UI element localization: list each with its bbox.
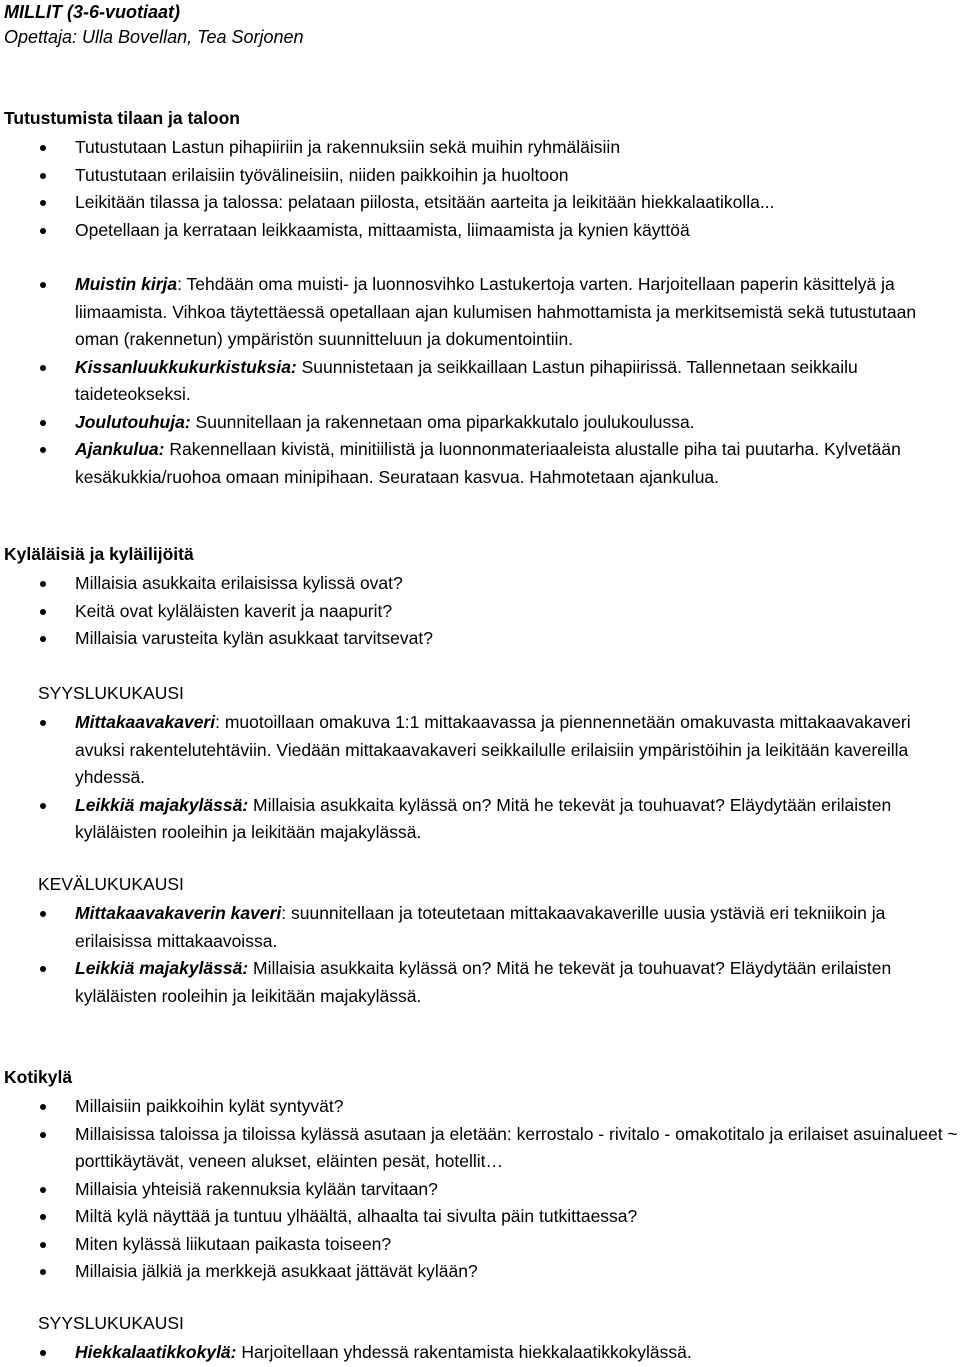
bullet-icon	[40, 447, 46, 453]
bullet-icon	[40, 609, 46, 615]
section-spring-term	[4, 872, 960, 1010]
section-autumn-term-2	[4, 1311, 960, 1367]
bullet-icon	[40, 1187, 46, 1193]
bullet-icon	[40, 200, 46, 206]
document-title: MILLIT (3-6-vuotiaat)	[4, 2, 180, 22]
list-item: Millaisia jälkiä ja merkkejä asukkaat jättävät kylään?	[4, 1258, 960, 1286]
list-item: Millaisia asukkaita erilaisissa kylissä ovat?	[4, 570, 960, 598]
list-item: Mittakaavakaverin kaveri: suunnitellaan ja toteutetaan mittakaavakaverille uusia ystäviä eri tekniikoin ja erilaisissa mittakaavoissa.	[4, 900, 960, 955]
bullet-icon	[40, 365, 46, 371]
list-item: Joulutouhuja: Suunnitellaan ja rakennetaan oma piparkakkutalo joulukoulussa.	[4, 409, 960, 437]
bullet-icon	[40, 1104, 46, 1110]
bullet-icon	[40, 581, 46, 587]
bullet-icon	[40, 803, 46, 809]
list-item: Tutustutaan erilaisiin työvälineisiin, niiden paikkoihin ja huoltoon	[4, 162, 960, 190]
bullet-icon	[40, 911, 46, 917]
bullet-icon	[40, 1350, 46, 1356]
bullet-icon	[40, 1132, 46, 1138]
list-item: Ajankulua: Rakennellaan kivistä, minitiilistä ja luonnonmateriaaleista alustalle piha tai puutarha. Kylvetään kesäkukkia/ruohoa omaan minipihaan. Seurataan kasvua. Hahmotetaan ajankulua.	[4, 436, 960, 491]
term-label: SYYSLUKUKAUSI	[38, 683, 184, 703]
section-kotikyla	[4, 1065, 960, 1286]
list-item: Tutustutaan Lastun pihapiiriin ja rakennuksiin sekä muihin ryhmäläisiin	[4, 134, 960, 162]
list-item: Miltä kylä näyttää ja tuntuu ylhäältä, alhaalta tai sivulta päin tutkittaessa?	[4, 1203, 960, 1231]
bullet-icon	[40, 420, 46, 426]
teacher-line: Opettaja: Ulla Bovellan, Tea Sorjonen	[4, 27, 304, 47]
bullet-icon	[40, 282, 46, 288]
bullet-list	[4, 1339, 960, 1367]
bullet-icon	[40, 966, 46, 972]
bullet-list	[4, 1093, 960, 1286]
item-lead: Leikkiä majakylässä:	[75, 958, 249, 978]
bullet-icon	[40, 228, 46, 234]
section-title: Tutustumista tilaan ja taloon	[4, 108, 240, 128]
bullet-icon	[40, 720, 46, 726]
section-title: Kotikylä	[4, 1067, 73, 1087]
item-lead: Mittakaavakaveri	[75, 712, 216, 732]
bullet-icon	[40, 1214, 46, 1220]
item-lead: Kissanluukkukurkistuksia:	[75, 356, 297, 377]
item-lead: Ajankulua:	[75, 439, 165, 459]
section-tutustumista	[4, 106, 960, 491]
list-item: Hiekkalaatikkokylä: Harjoitellaan yhdessä rakentamista hiekkalaatikkokylässä.	[4, 1339, 960, 1367]
list-item: Leikitään tilassa ja talossa: pelataan piilosta, etsitään aarteita ja leikitään hiekkalaatikolla...	[4, 189, 960, 217]
term-label: SYYSLUKUKAUSI	[38, 1313, 184, 1333]
list-item: Kissanluukkukurkistuksia: Suunnistetaan ja seikkaillaan Lastun pihapiirissä. Tallennetaan seikkailu taideteokseksi.	[4, 354, 960, 409]
list-item: Millaisia yhteisiä rakennuksia kylään tarvitaan?	[4, 1176, 960, 1204]
list-item: Opetellaan ja kerrataan leikkaamista, mittaamista, liimaamista ja kynien käyttöä	[4, 217, 960, 245]
list-item: Muistin kirja: Tehdään oma muisti- ja luonnosvihko Lastukertoja varten. Harjoitellaan paperin käsittelyä ja liimaamista. Vihkoa täytettäessä opetallaan ajan kulumisen hahmottamista ja merkitsemistä sekä tutustutaan oman (rakennetun) ympäristön suunnitteluun ja dokumentointiin.	[4, 271, 960, 354]
section-autumn-term	[4, 681, 960, 847]
bullet-list	[4, 900, 960, 1010]
bullet-list	[4, 134, 960, 491]
term-label: KEVÄLUKUKAUSI	[38, 874, 184, 894]
item-lead: Hiekkalaatikkokylä:	[75, 1342, 237, 1362]
bullet-icon	[40, 1242, 46, 1248]
item-lead: Mittakaavakaverin kaveri	[75, 903, 282, 923]
bullet-icon	[40, 1269, 46, 1275]
list-item: Leikkiä majakylässä: Millaisia asukkaita kylässä on? Mitä he tekevät ja touhuavat? Eläydytään erilaisten kyläläisten rooleihin ja leikitään majakylässä.	[4, 955, 960, 1010]
bullet-icon	[40, 636, 46, 642]
bullet-icon	[40, 173, 46, 179]
bullet-list	[4, 709, 960, 847]
section-kylalaisia	[4, 542, 960, 653]
list-item: Keitä ovat kyläläisten kaverit ja naapurit?	[4, 598, 960, 626]
section-title: Kyläläisiä ja kyläilijöitä	[4, 544, 194, 564]
bullet-icon	[40, 145, 46, 151]
list-item: Millaisissa taloissa ja tiloissa kylässä asutaan ja eletään: kerrostalo - rivitalo - omakotitalo ja erilaiset asuinalueet ~ porttikäytävät, veneen alukset, eläinten pesät, hotellit…	[4, 1121, 960, 1176]
list-item: Miten kylässä liikutaan paikasta toiseen?	[4, 1231, 960, 1259]
bullet-list	[4, 570, 960, 653]
list-item: Mittakaavakaveri: muotoillaan omakuva 1:1 mittakaavassa ja piennennetään omakuvasta mittakaavakaveri avuksi rakentelutehtäviin. Viedään mittakaavakaveri seikkailulle erilaisiin ympäristöihin ja leikitään kavereilla yhdessä.	[4, 709, 960, 792]
item-lead: Leikkiä majakylässä:	[75, 794, 249, 815]
item-lead: Muistin kirja	[75, 274, 178, 294]
list-item: Millaisiin paikkoihin kylät syntyvät?	[4, 1093, 960, 1121]
list-item: Leikkiä majakylässä: Millaisia asukkaita kylässä on? Mitä he tekevät ja touhuavat? Eläydytään erilaisten kyläläisten rooleihin ja leikitään majakylässä.	[4, 792, 960, 847]
item-lead: Joulutouhuja:	[75, 411, 191, 432]
list-item: Millaisia varusteita kylän asukkaat tarvitsevat?	[4, 625, 960, 653]
